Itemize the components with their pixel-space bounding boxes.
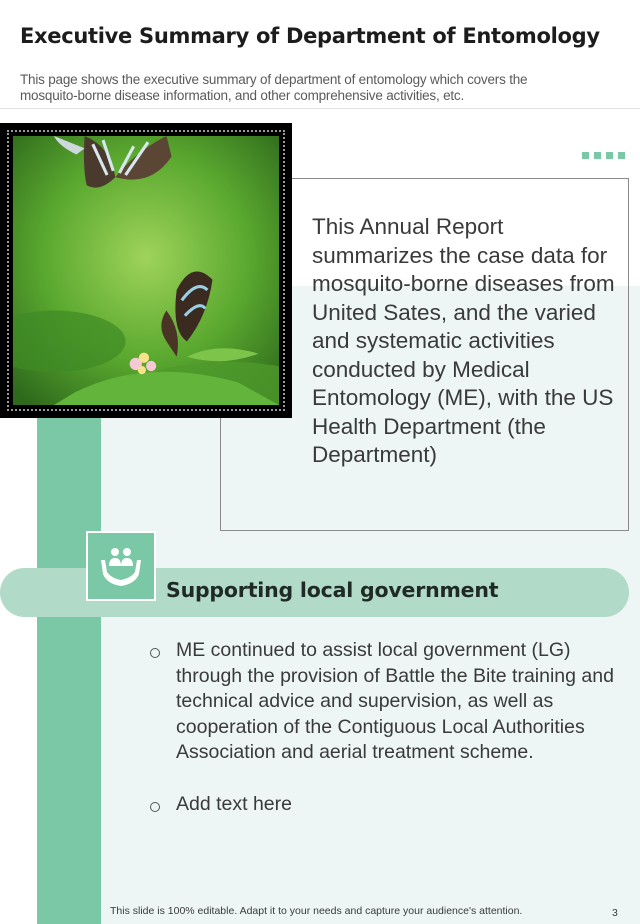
page-number: 3 (612, 907, 618, 919)
butterfly-photo-icon (13, 136, 279, 405)
dot (606, 152, 613, 159)
dot (582, 152, 589, 159)
decorative-dots (582, 152, 625, 159)
section-title: Supporting local government (166, 578, 499, 602)
bullet-text: ME continued to assist local government (LG) through the provision of Battle the Bite training and technical advice and supervision, as well as cooperation of the Contiguous Local Authorities Association and aerial treatment scheme. (176, 639, 614, 763)
bullet-circle-icon (150, 802, 160, 812)
bullet-item (150, 792, 620, 818)
butterfly-photo (7, 130, 285, 411)
bullet-list (150, 638, 620, 817)
footer-note: This slide is 100% editable. Adapt it to your needs and capture your audience's attention. (110, 905, 523, 917)
summary-text: This Annual Report summarizes the case data for mosquito-borne diseases from United Sates, and the varied and systematic activities conducted by Medical Entomology (ME), with the US Health Department (the Department) (312, 214, 615, 467)
dot (618, 152, 625, 159)
dot (594, 152, 601, 159)
header-divider (0, 108, 640, 109)
page-title: Executive Summary of Department of Entomology (20, 24, 600, 48)
bullet-item (150, 638, 620, 766)
bullet-text: Add text here (176, 792, 292, 815)
section-icon-box (86, 531, 156, 601)
accent-vertical-bar (37, 418, 101, 924)
butterfly-photo-frame (0, 123, 292, 418)
bullet-circle-icon (150, 648, 160, 658)
hands-people-icon (97, 544, 145, 588)
page-subtitle: This page shows the executive summary of department of entomology which covers the mosquito-borne disease information, and other comprehensive activities, etc. (20, 72, 528, 103)
